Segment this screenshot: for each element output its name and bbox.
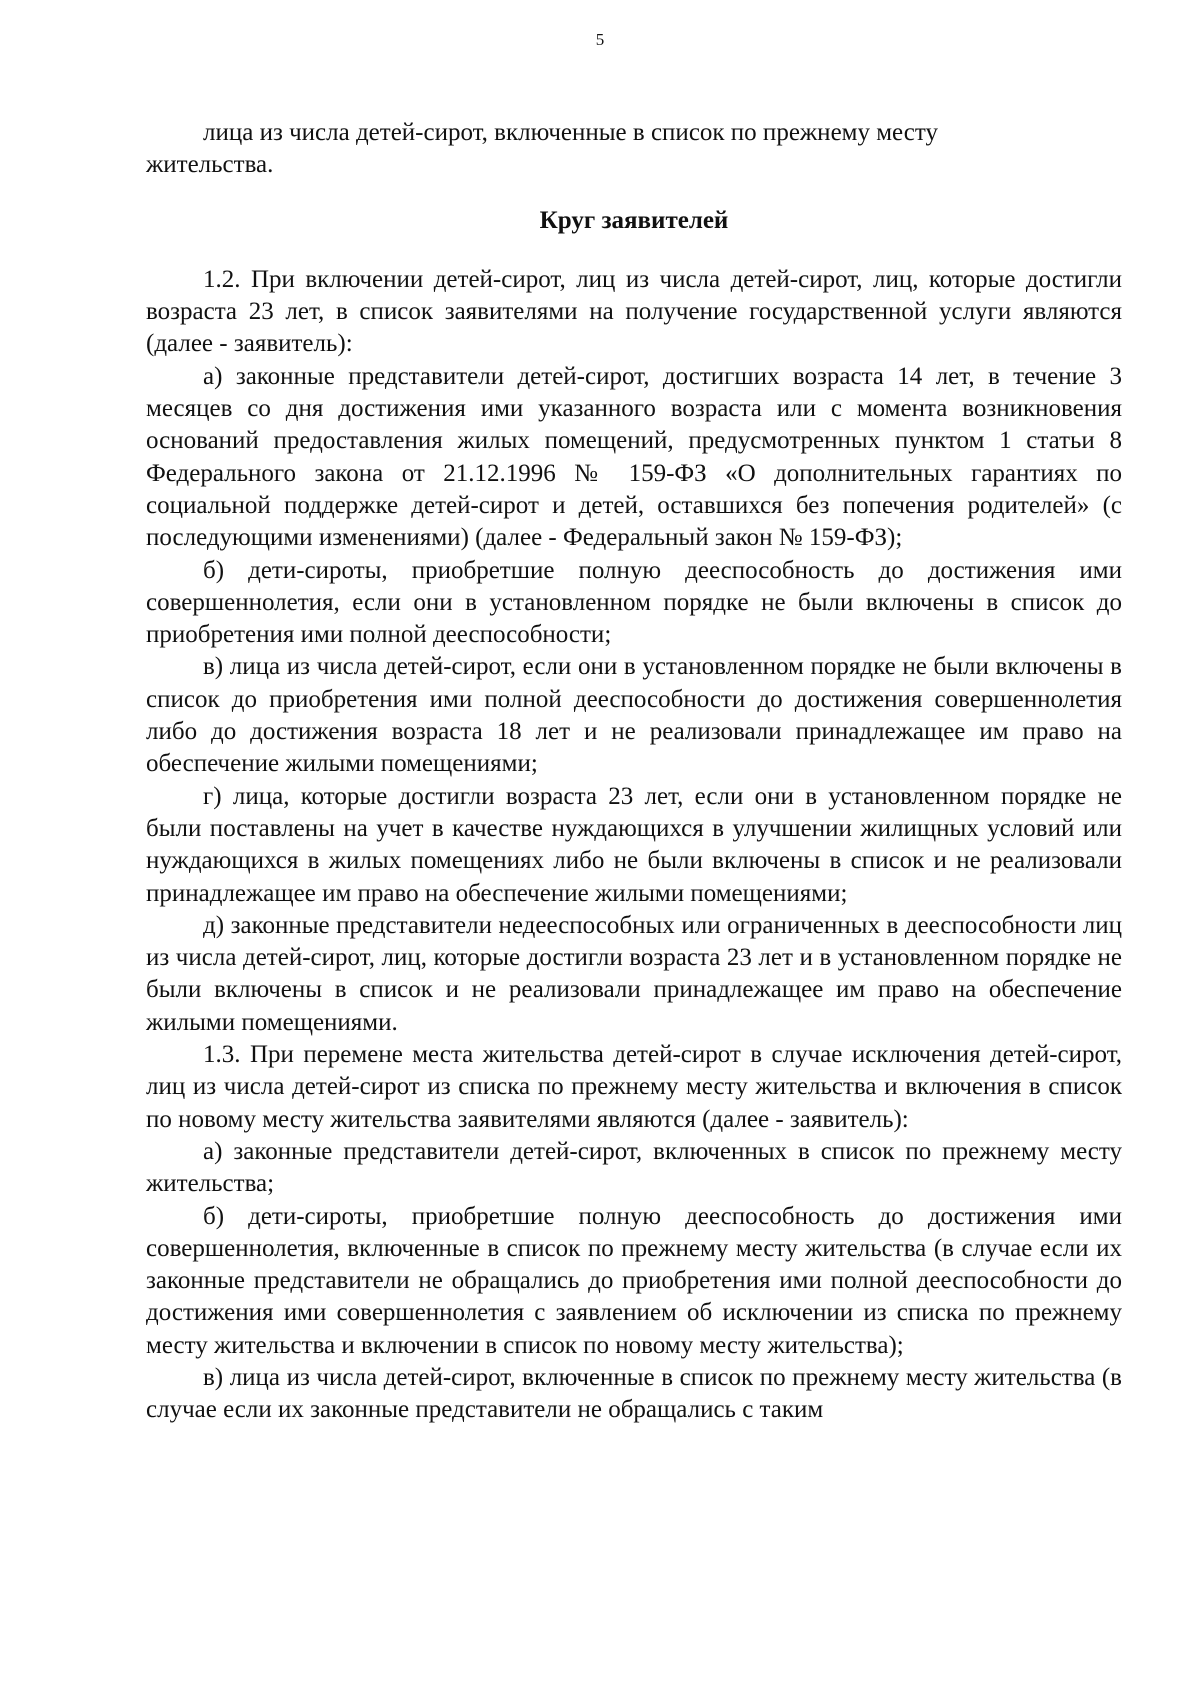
paragraph-1-3-v: в) лица из числа детей-сирот, включенные в список по прежнему месту жительства (в случае если их законные представители не обращались с таким: [146, 1363, 1122, 1424]
lead-in-line-1: лица из числа детей-сирот, включенные в список по прежнему месту: [203, 119, 938, 146]
paragraph-1-2-b: б) дети-сироты, приобретшие полную дееспособность до достижения ими совершеннолетия, если они в установленном порядке не были включены в список до приобретения ими полной дееспособности;: [146, 556, 1122, 649]
section-heading: Круг заявителей: [539, 206, 729, 234]
paragraph-1-3: 1.3. При перемене места жительства детей-сирот в случае исключения детей-сирот, лиц из числа детей-сирот из списка по прежнему месту жительства и включения в список по новому месту жительства заявителями являются (далее - заявитель):: [146, 1041, 1122, 1133]
paragraph-1-2-g: г) лица, которые достигли возраста 23 лет, если они в установленном порядке не были поставлены на учет в качестве нуждающихся в улучшении жилищных условий или нуждающихся в жилых помещениях либо не были включены в список и не реализовали принадлежащее им право на обеспечение жилыми помещениями;: [146, 782, 1122, 907]
document-body: [146, 117, 1122, 1427]
paragraph-1-2: 1.2. При включении детей-сирот, лиц из числа детей-сирот, лиц, которые достигли возраста 23 лет, в список заявителями на получение государственной услуги являются (далее - заявитель):: [146, 265, 1122, 358]
paragraph-1-2-d: д) законные представители недееспособных или ограниченных в дееспособности лиц из числа детей-сирот, лиц, которые достигли возраста 23 лет и в установленном порядке не были включены в список и не реализовали принадлежащее им право на обеспечение жилыми помещениями.: [146, 911, 1122, 1036]
paragraph-1-3-b: б) дети-сироты, приобретшие полную дееспособность до достижения ими совершеннолетия, включенные в список по прежнему месту жительства (в случае если их законные представители не обращались до приобретения ими полной дееспособности до достижения ими совершеннолетия с заявлением об исключении из списка по прежнему месту жительства и включении в список по новому месту жительства);: [146, 1202, 1122, 1359]
page-number: 5: [595, 30, 605, 49]
lead-in-line-2: жительства.: [146, 151, 274, 179]
paragraph-1-3-a: а) законные представители детей-сирот, включенных в список по прежнему месту жительства;: [146, 1137, 1122, 1198]
paragraph-1-2-a: а) законные представители детей-сирот, достигших возраста 14 лет, в течение 3 месяцев со дня достижения ими указанного возраста или с момента возникновения оснований предоставления жилых помещений, предусмотренных пунктом 1 статьи 8 Федерального закона от 21.12.1996 № 159-ФЗ «О дополнительных гарантиях по социальной поддержке детей-сирот и детей, оставшихся без попечения родителей» (с последующими изменениями) (далее - Федеральный закон № 159-ФЗ);: [146, 362, 1122, 552]
paragraph-1-2-v: в) лица из числа детей-сирот, если они в установленном порядке не были включены в список до приобретения ими полной дееспособности до достижения совершеннолетия либо до достижения возраста 18 лет и не реализовали принадлежащее им право на обеспечение жилыми помещениями;: [146, 653, 1122, 778]
